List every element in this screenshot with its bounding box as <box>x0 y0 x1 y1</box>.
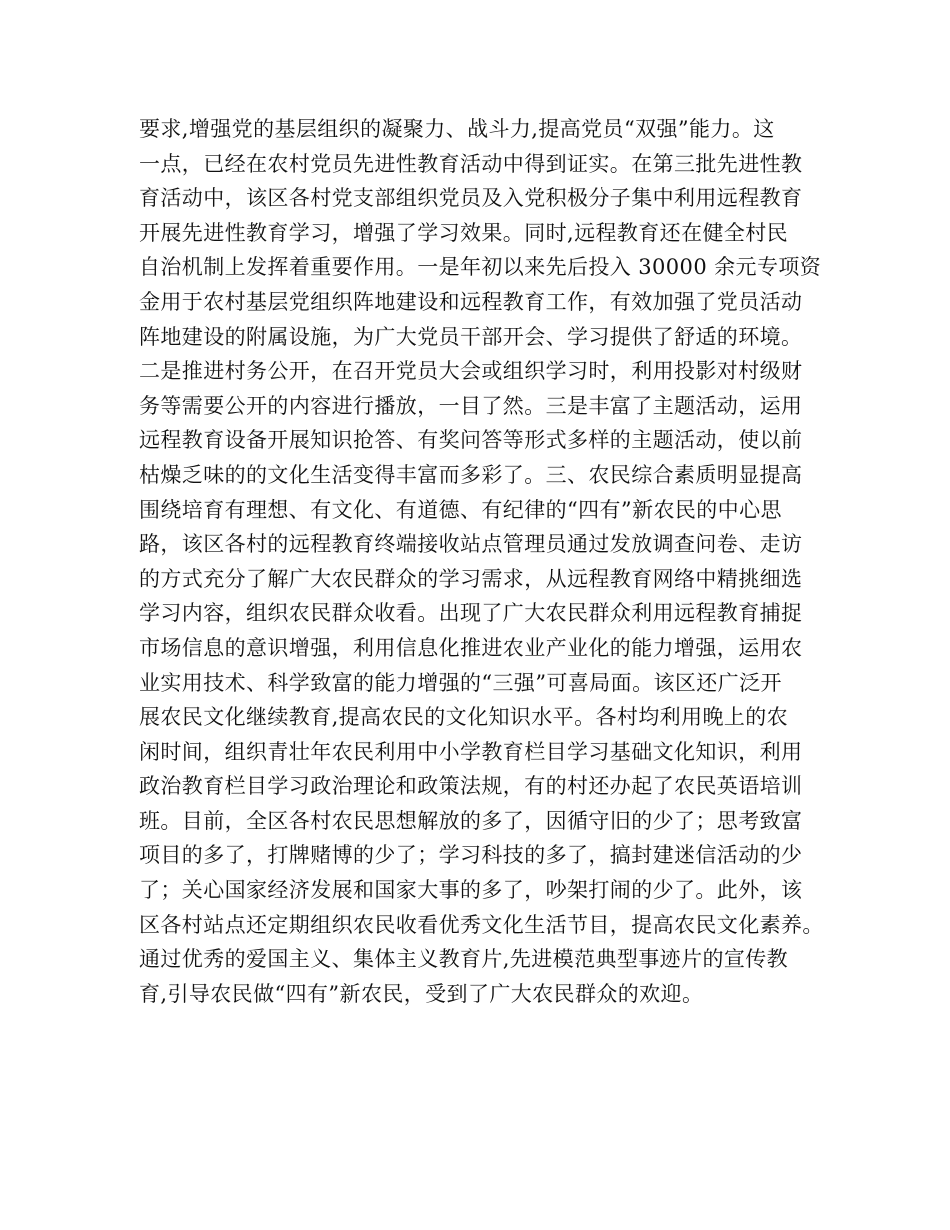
text-line: 阵地建设的附属设施，为广大党员干部开会、学习提供了舒适的环境。 <box>139 324 803 349</box>
text-line: 市场信息的意识增强，利用信息化推进农业产业化的能力增强，运用农 <box>139 635 803 660</box>
text-line: 项目的多了，打牌赌博的少了；学习科技的多了，搞封建迷信活动的少 <box>139 843 803 868</box>
text-line: 开展先进性教育学习，增强了学习效果。同时,远程教育还在健全村民 <box>139 220 789 245</box>
text-line: 展农民文化继续教育,提高农民的文化知识水平。各村均利用晚上的农 <box>139 705 789 730</box>
body-text <box>139 112 839 1011</box>
text-line: 金用于农村基层党组织阵地建设和远程教育工作，有效加强了党员活动 <box>139 289 803 314</box>
text-line: 了；关心国家经济发展和国家大事的多了，吵架打闹的少了。此外，该 <box>139 878 803 903</box>
text-line: 围绕培育有理想、有文化、有道德、有纪律的“四有”新农民的中心思 <box>139 497 782 522</box>
text-line: 二是推进村务公开，在召开党员大会或组织学习时，利用投影对村级财 <box>139 359 803 384</box>
text-line: 路，该区各村的远程教育终端接收站点管理员通过发放调查问卷、走访 <box>139 532 803 557</box>
text-line: 学习内容，组织农民群众收看。出现了广大农民群众利用远程教育捕捉 <box>139 601 803 626</box>
text-line: 育,引导农民做“四有”新农民，受到了广大农民群众的欢迎。 <box>139 981 704 1006</box>
text-line: 一点，已经在农村党员先进性教育活动中得到证实。在第三批先进性教 <box>139 151 803 176</box>
text-line: 要求,增强党的基层组织的凝聚力、战斗力,提高党员“双强”能力。这 <box>139 117 775 141</box>
text-line: 远程教育设备开展知识抢答、有奖问答等形式多样的主题活动，使以前 <box>139 428 803 453</box>
text-line: 班。目前，全区各村农民思想解放的多了，因循守旧的少了；思考致富 <box>139 808 803 833</box>
text-line: 务等需要公开的内容进行播放，一目了然。三是丰富了主题活动，运用 <box>139 393 803 418</box>
text-line: 闲时间，组织青壮年农民利用中小学教育栏目学习基础文化知识，利用 <box>139 739 803 764</box>
text-line: 区各村站点还定期组织农民收看优秀文化生活节目，提高农民文化素养。 <box>139 912 824 937</box>
text-line: 枯燥乏味的的文化生活变得丰富而多彩了。三、农民综合素质明显提高 <box>139 462 803 487</box>
text-line: 自治机制上发挥着重要作用。一是年初以来先后投入 30000 余元专项资 <box>139 255 822 280</box>
text-line: 业实用技术、科学致富的能力增强的“三强”可喜局面。该区还广泛开 <box>139 670 782 695</box>
text-line: 通过优秀的爱国主义、集体主义教育片,先进模范典型事迹片的宣传教 <box>139 947 789 972</box>
text-line: 政治教育栏目学习政治理论和政策法规，有的村还办起了农民英语培训 <box>139 774 803 799</box>
text-line: 的方式充分了解广大农民群众的学习需求，从远程教育网络中精挑细选 <box>139 566 803 591</box>
text-line: 育活动中，该区各村党支部组织党员及入党积极分子集中利用远程教育 <box>139 186 803 211</box>
